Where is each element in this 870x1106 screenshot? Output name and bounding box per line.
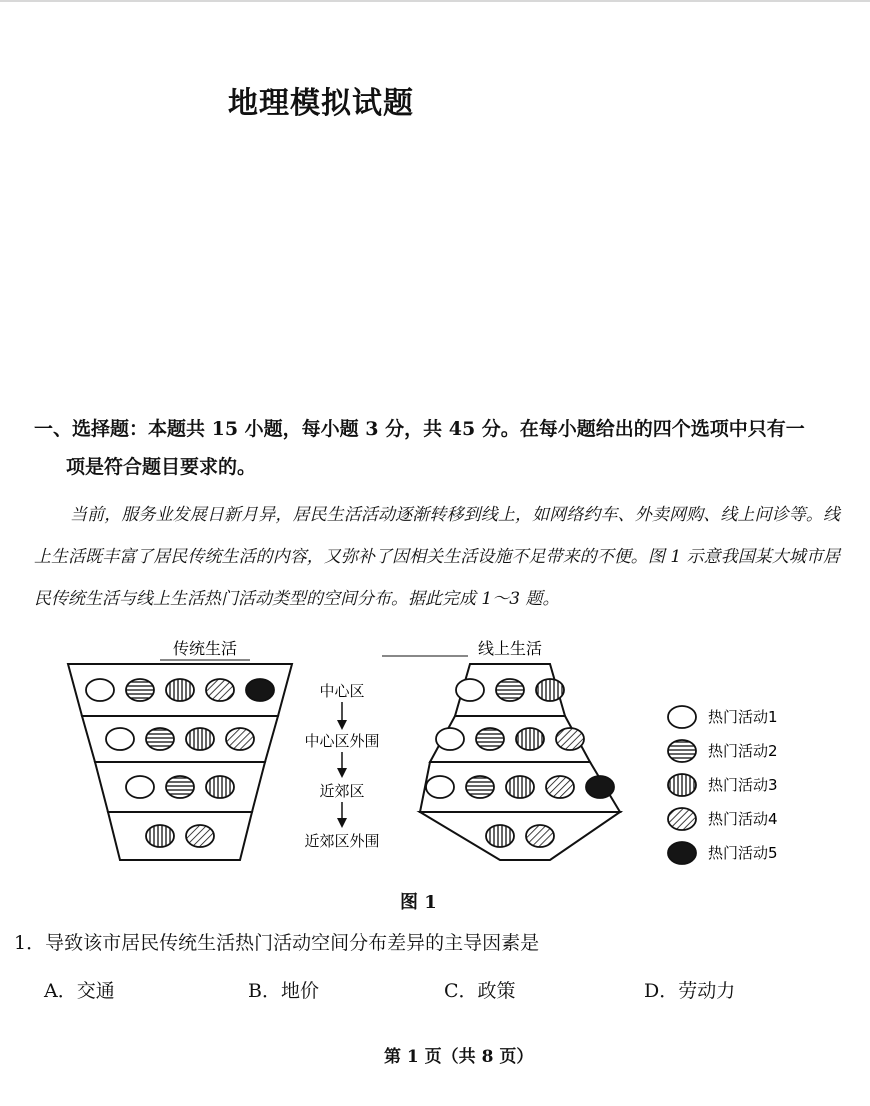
question-1-stem: 1．导致该市居民传统生活热门活动空间分布差异的主导因素是 <box>14 932 540 954</box>
option-a[interactable]: A．交通 <box>44 980 115 1002</box>
activity-1-marker <box>86 679 114 701</box>
section-heading <box>34 410 844 486</box>
activity-4-marker <box>226 728 254 750</box>
activity-4-marker <box>668 808 696 830</box>
legend-label-2: 热门活动2 <box>708 742 778 760</box>
arrow-down-icon <box>337 720 347 730</box>
activity-2-marker <box>476 728 504 750</box>
zone-label-center: 中心区 <box>319 682 365 700</box>
activity-2-marker <box>166 776 194 798</box>
option-d[interactable]: D．劳动力 <box>644 980 736 1002</box>
activity-4-marker <box>206 679 234 701</box>
activity-2-marker <box>668 740 696 762</box>
activity-3-marker <box>506 776 534 798</box>
section-heading-line2: 项是符合题目要求的。 <box>66 456 257 478</box>
activity-5-marker <box>246 679 274 701</box>
activity-4-marker <box>186 825 214 847</box>
top-edge-line <box>0 0 870 2</box>
legend-label-3: 热门活动3 <box>708 776 778 794</box>
legend-label-4: 热门活动4 <box>708 810 778 828</box>
page-title: 地理模拟试题 <box>228 86 414 121</box>
passage: 当前，服务业发展日新月异，居民生活活动逐渐转移到线上，如网络约车、外卖网购、线上问诊等。线上生活既丰富了居民传统生活的内容，又弥补了因相关生活设施不足带来的不便。图 1 示意我国某大城市居民传统生活与线上生活热门活动类型的空间分布。据此完成 1～3 题。 <box>34 505 840 609</box>
legend-label-5: 热门活动5 <box>708 844 778 862</box>
page-footer: 第 1 页（共 8 页） <box>384 1047 534 1067</box>
activity-5-marker <box>586 776 614 798</box>
arrow-down-icon <box>337 768 347 778</box>
activity-5-marker <box>668 842 696 864</box>
option-c[interactable]: C．政策 <box>444 980 516 1002</box>
activity-3-marker <box>516 728 544 750</box>
activity-1-marker <box>106 728 134 750</box>
activity-3-marker <box>668 774 696 796</box>
activity-4-marker <box>546 776 574 798</box>
zone-label-center-outer: 中心区外围 <box>304 732 380 750</box>
activity-2-marker <box>496 679 524 701</box>
figure-1 <box>60 632 820 872</box>
activity-3-marker <box>146 825 174 847</box>
activity-1-marker <box>126 776 154 798</box>
legend-label-1: 热门活动1 <box>708 708 778 726</box>
section-heading-line1: 一、选择题：本题共 15 小题，每小题 3 分，共 45 分。在每小题给出的四个选项中只有一 <box>34 418 805 440</box>
zone-label-suburb: 近郊区 <box>319 782 365 800</box>
activity-1-marker <box>436 728 464 750</box>
activity-3-marker <box>206 776 234 798</box>
question-1-options <box>44 976 784 1006</box>
activity-3-marker <box>536 679 564 701</box>
activity-3-marker <box>166 679 194 701</box>
activity-2-marker <box>146 728 174 750</box>
activity-1-marker <box>456 679 484 701</box>
activity-2-marker <box>466 776 494 798</box>
activity-1-marker <box>426 776 454 798</box>
online-title: 线上生活 <box>477 639 543 658</box>
activity-4-marker <box>556 728 584 750</box>
arrow-down-icon <box>337 818 347 828</box>
option-b[interactable]: B．地价 <box>248 980 319 1002</box>
activity-3-marker <box>486 825 514 847</box>
traditional-title: 传统生活 <box>172 639 238 658</box>
zone-sequence <box>304 682 379 850</box>
activity-2-marker <box>126 679 154 701</box>
activity-4-marker <box>526 825 554 847</box>
legend <box>668 706 778 864</box>
activity-3-marker <box>186 728 214 750</box>
zone-label-suburb-outer: 近郊区外围 <box>304 832 380 850</box>
figure-caption: 图 1 <box>400 892 437 913</box>
activity-1-marker <box>668 706 696 728</box>
